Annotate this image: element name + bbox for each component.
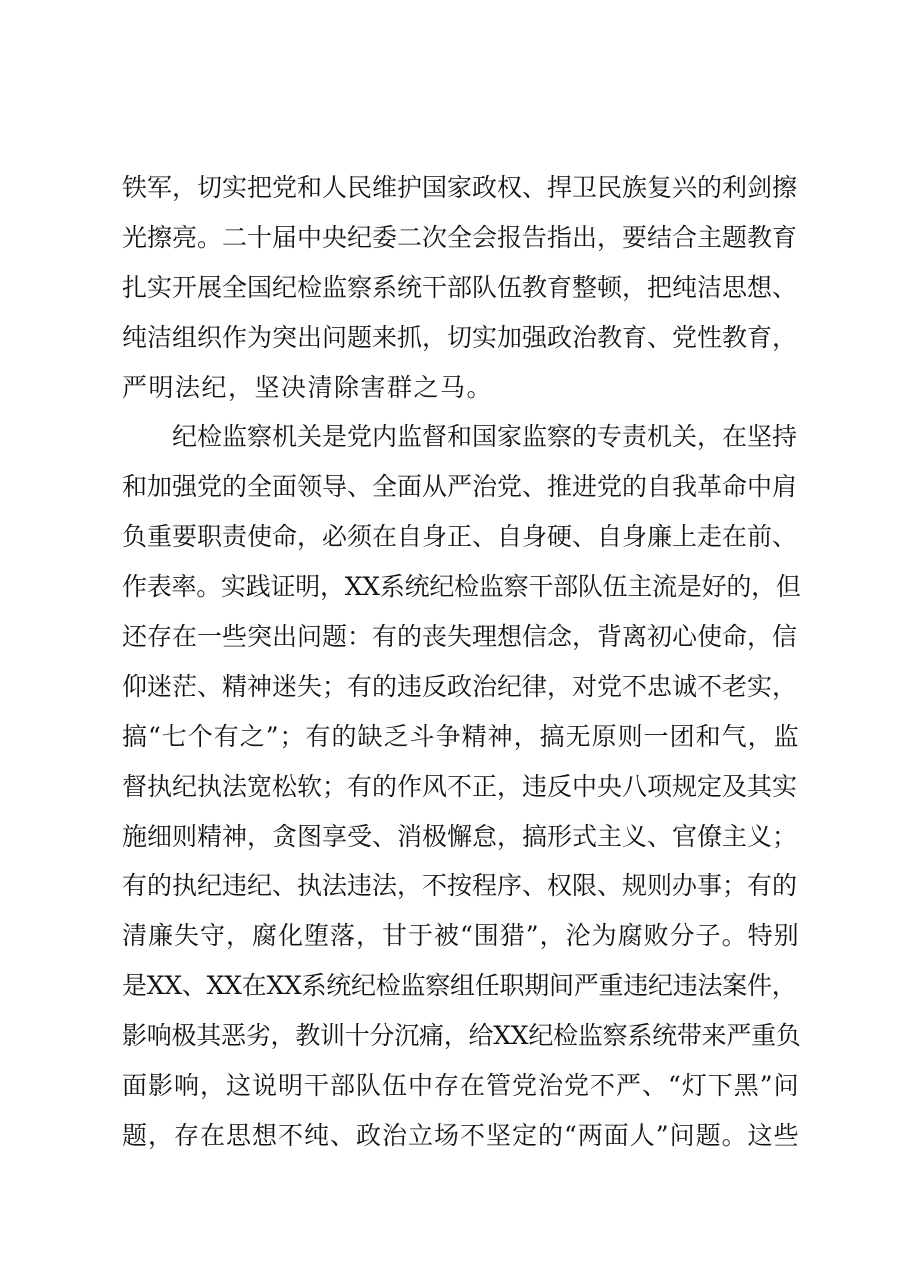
text-line: 清廉失守，腐化堕落，甘于被“围猎”，沦为腐败分子。特别 xyxy=(122,921,800,951)
text-line-paragraph-start: 纪检监察机关是党内监督和国家监察的专责机关，在坚持 xyxy=(172,422,798,452)
text-line: 还存在一些突出问题：有的丧失理想信念，背离初心使命，信 xyxy=(122,622,798,652)
text-line: 和加强党的全面领导、全面从严治党、推进党的自我革命中肩 xyxy=(122,472,798,502)
text-line: 仰迷茫、精神迷失；有的违反政治纪律，对党不忠诚不老实， xyxy=(122,671,798,701)
text-line: 纯洁组织作为突出问题来抓，切实加强政治教育、党性教育， xyxy=(122,322,798,352)
text-line: 铁军，切实把党和人民维护国家政权、捍卫民族复兴的利剑擦 xyxy=(122,173,798,202)
text-line: 督执纪执法宽松软；有的作风不正，违反中央八项规定及其实 xyxy=(122,771,798,801)
text-line: 扎实开展全国纪检监察系统干部队伍教育整顿，把纯洁思想、 xyxy=(122,272,798,302)
text-line: 有的执纪违纪、执法违法，不按程序、权限、规则办事；有的 xyxy=(122,871,798,901)
text-line: 严明法纪，坚决清除害群之马。 xyxy=(122,372,494,402)
text-line: 作表率。实践证明，XX系统纪检监察干部队伍主流是好的，但 xyxy=(122,572,801,602)
text-line: 负重要职责使命，必须在自身正、自身硬、自身廉上走在前、 xyxy=(122,522,798,552)
text-line: 光擦亮。二十届中央纪委二次全会报告指出，要结合主题教育 xyxy=(122,222,798,252)
text-line: 题，存在思想不纯、政治立场不坚定的“两面人”问题。这些 xyxy=(122,1120,800,1150)
text-line: 影响极其恶劣，教训十分沉痛，给XX纪检监察系统带来严重负 xyxy=(122,1021,801,1051)
text-line: 搞“七个有之”；有的缺乏斗争精神，搞无原则一团和气，监 xyxy=(122,721,800,751)
text-line: 施细则精神，贪图享受、消极懈怠，搞形式主义、官僚主义； xyxy=(122,821,798,851)
text-line: 是XX、XX在XX系统纪检监察组任职期间严重违纪违法案件， xyxy=(122,971,797,1001)
text-line: 面影响，这说明干部队伍中存在管党治党不严、“灯下黑”问 xyxy=(122,1071,800,1101)
document-body-text xyxy=(122,163,802,1161)
